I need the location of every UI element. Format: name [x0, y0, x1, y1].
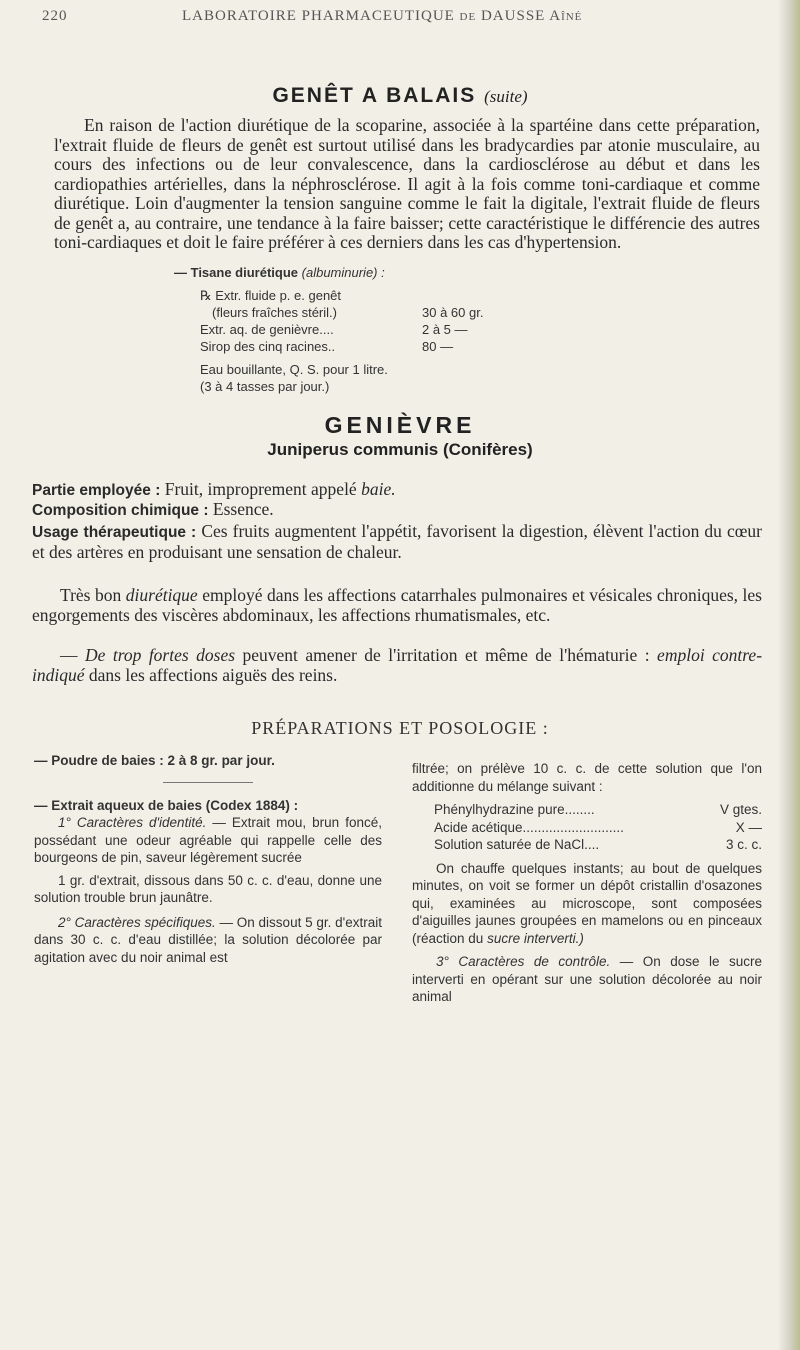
diuretique-pre: Très bon	[60, 585, 122, 605]
composition-label: Composition chimique :	[32, 502, 209, 519]
reagent-row	[434, 801, 762, 819]
fortes-italic-2: emploi contre-indiqué	[32, 645, 763, 685]
running-head	[42, 8, 762, 30]
fortes-doses-paragraph	[32, 646, 762, 685]
chauffe-text: On chauffe quelques instants; au bout de quelques minutes, on voit se former un dépôt cristallin d'osazones qui, examinées au microscope, sont composées d'aiguilles jaunes groupées en mamelons ou en pinceaux (réaction du	[412, 860, 762, 946]
recipe-qty: 2 à 5 —	[422, 322, 468, 337]
tisane-note: Eau bouillante, Q. S. pour 1 litre.	[200, 362, 388, 377]
reagent-label: Solution saturée de NaCl....	[434, 837, 600, 852]
specifiques-label: 2° Caractères spécifiques.	[58, 914, 216, 930]
partie-label: Partie employée :	[32, 482, 161, 499]
fortes-pre: —	[60, 645, 85, 665]
diuretique-post: employé dans les affections catarrhales pulmonaires et vésicales chroniques, les engorgements des viscères abdominaux, les affections rhumatismales, etc.	[32, 585, 762, 625]
fortes-mid: peuvent amener de l'irritation et même de l'hématurie :	[242, 645, 650, 665]
tisane-note: (3 à 4 tasses par jour.)	[200, 379, 330, 394]
composition-chimique	[32, 500, 762, 521]
recipe-row	[200, 338, 620, 355]
reagent-qty: 3 c. c.	[725, 837, 762, 852]
reagent-list	[412, 801, 762, 854]
partie-italic: baie.	[361, 479, 396, 499]
preparations-left-column	[34, 752, 382, 966]
recipe-label: Extr. aq. de genièvre....	[200, 322, 334, 337]
dissolution-paragraph: 1 gr. d'extrait, dissous dans 50 c. c. d'eau, donne une solution trouble brun jaunâtre.	[34, 872, 382, 905]
tisane-recipe	[174, 264, 620, 395]
recipe-label: ℞ Extr. fluide p. e. genêt	[200, 288, 342, 303]
reagent-qty: V gtes.	[719, 802, 762, 817]
recipe-qty: 80 —	[422, 339, 454, 354]
recipe-row	[200, 287, 620, 304]
diuretique-italic: diurétique	[125, 585, 198, 605]
reagent-row	[434, 836, 762, 854]
specifiques-text: — On dissout 5 gr. d'extrait dans 30 c. c. d'eau distillée; la solution décolorée par agitation avec du noir animal est	[34, 914, 382, 965]
recipe-row	[212, 304, 632, 321]
page-edge-shadow	[778, 0, 800, 1350]
filtree-paragraph: filtrée; on prélève 10 c. c. de cette solution que l'on additionne du mélange suivant :	[412, 761, 762, 794]
page-number: 220	[42, 8, 68, 24]
extrait-heading: — Extrait aqueux de baies (Codex 1884) :	[34, 797, 299, 813]
running-title: LABORATOIRE PHARMACEUTIQUE de DAUSSE Aîné	[182, 8, 583, 24]
poudre-line: — Poudre de baies : 2 à 8 gr. par jour.	[34, 753, 275, 768]
controle-label: 3° Caractères de contrôle.	[436, 954, 611, 969]
genievre-title: GENIÈVRE	[324, 412, 476, 438]
controle-paragraph	[412, 953, 762, 1006]
section-divider	[163, 782, 253, 783]
genet-title-text: GENÊT A BALAIS	[272, 84, 477, 107]
recipe-label: Sirop des cinq racines..	[200, 339, 336, 354]
controle-text: — On dose le sucre interverti en opérant sur une solution décolorée au noir animal	[412, 954, 762, 1004]
chauffe-italic: sucre interverti.)	[487, 930, 584, 946]
diuretique-paragraph	[32, 586, 762, 625]
specifiques-paragraph	[34, 914, 382, 967]
usage-text: Ces fruits augmentent l'appétit, favorisent la digestion, élèvent l'action du cœur et des artères en produisant une sensation de chaleur.	[32, 521, 763, 562]
partie-text: Fruit, improprement appelé	[164, 479, 357, 499]
identite-label: 1° Caractères d'identité.	[58, 815, 207, 830]
tisane-heading-text: — Tisane diurétique	[174, 265, 299, 280]
reagent-label: Acide acétique...........................	[434, 819, 624, 835]
reagent-qty: X —	[735, 819, 762, 835]
genet-suite: (suite)	[484, 87, 528, 106]
recipe-qty: 30 à 60 gr.	[422, 305, 484, 320]
composition-text: Essence.	[212, 499, 274, 519]
recipe-row	[200, 321, 620, 338]
fortes-post: dans les affections aiguës des reins.	[88, 664, 338, 685]
genet-paragraph: En raison de l'action diurétique de la scoparine, associée à la spartéine dans cette préparation, l'extrait fluide de fleurs de genêt est surtout utilisé dans les bradycardies par atonie musculaire, au cours des infections ou de leur convalescence, dans la cardiosclérose au début et dans les cardiopathies artérielles, dans la néphrosclérose. Il agit à la fois comme toni-cardiaque et comme diurétique. Loin d'augmenter la tension sanguine comme le fait la digitale, l'extrait fluide de fleurs de genêt a, au contraire, une tendance à la faire baisser; cette caractéristique le différencie des autres toni-cardiaques et doit le faire préférer à ces derniers dans les cas d'hypertension.	[54, 115, 760, 252]
tisane-heading-italic: (albuminurie) :	[301, 265, 385, 280]
fortes-italic: De trop fortes doses	[84, 645, 236, 665]
partie-employee	[32, 480, 762, 501]
chauffe-paragraph	[412, 860, 762, 948]
usage-therapeutique	[32, 522, 762, 562]
genet-title	[0, 84, 800, 108]
preparations-title: PRÉPARATIONS ET POSOLOGIE :	[251, 718, 549, 738]
recipe-label: (fleurs fraîches stéril.)	[212, 305, 337, 320]
genievre-subtitle: Juniperus communis (Conifères)	[267, 440, 533, 459]
usage-label: Usage thérapeutique :	[32, 524, 197, 541]
identite-paragraph	[34, 814, 382, 867]
reagent-label: Phénylhydrazine pure........	[434, 802, 595, 817]
reagent-row	[434, 819, 762, 837]
tisane-heading	[174, 264, 594, 281]
preparations-right-column	[412, 760, 762, 1006]
identite-text: — Extrait mou, brun foncé, possédant une odeur agréable qui rappelle celle des bourgeons de pin, saveur légèrement sucrée	[34, 815, 382, 865]
